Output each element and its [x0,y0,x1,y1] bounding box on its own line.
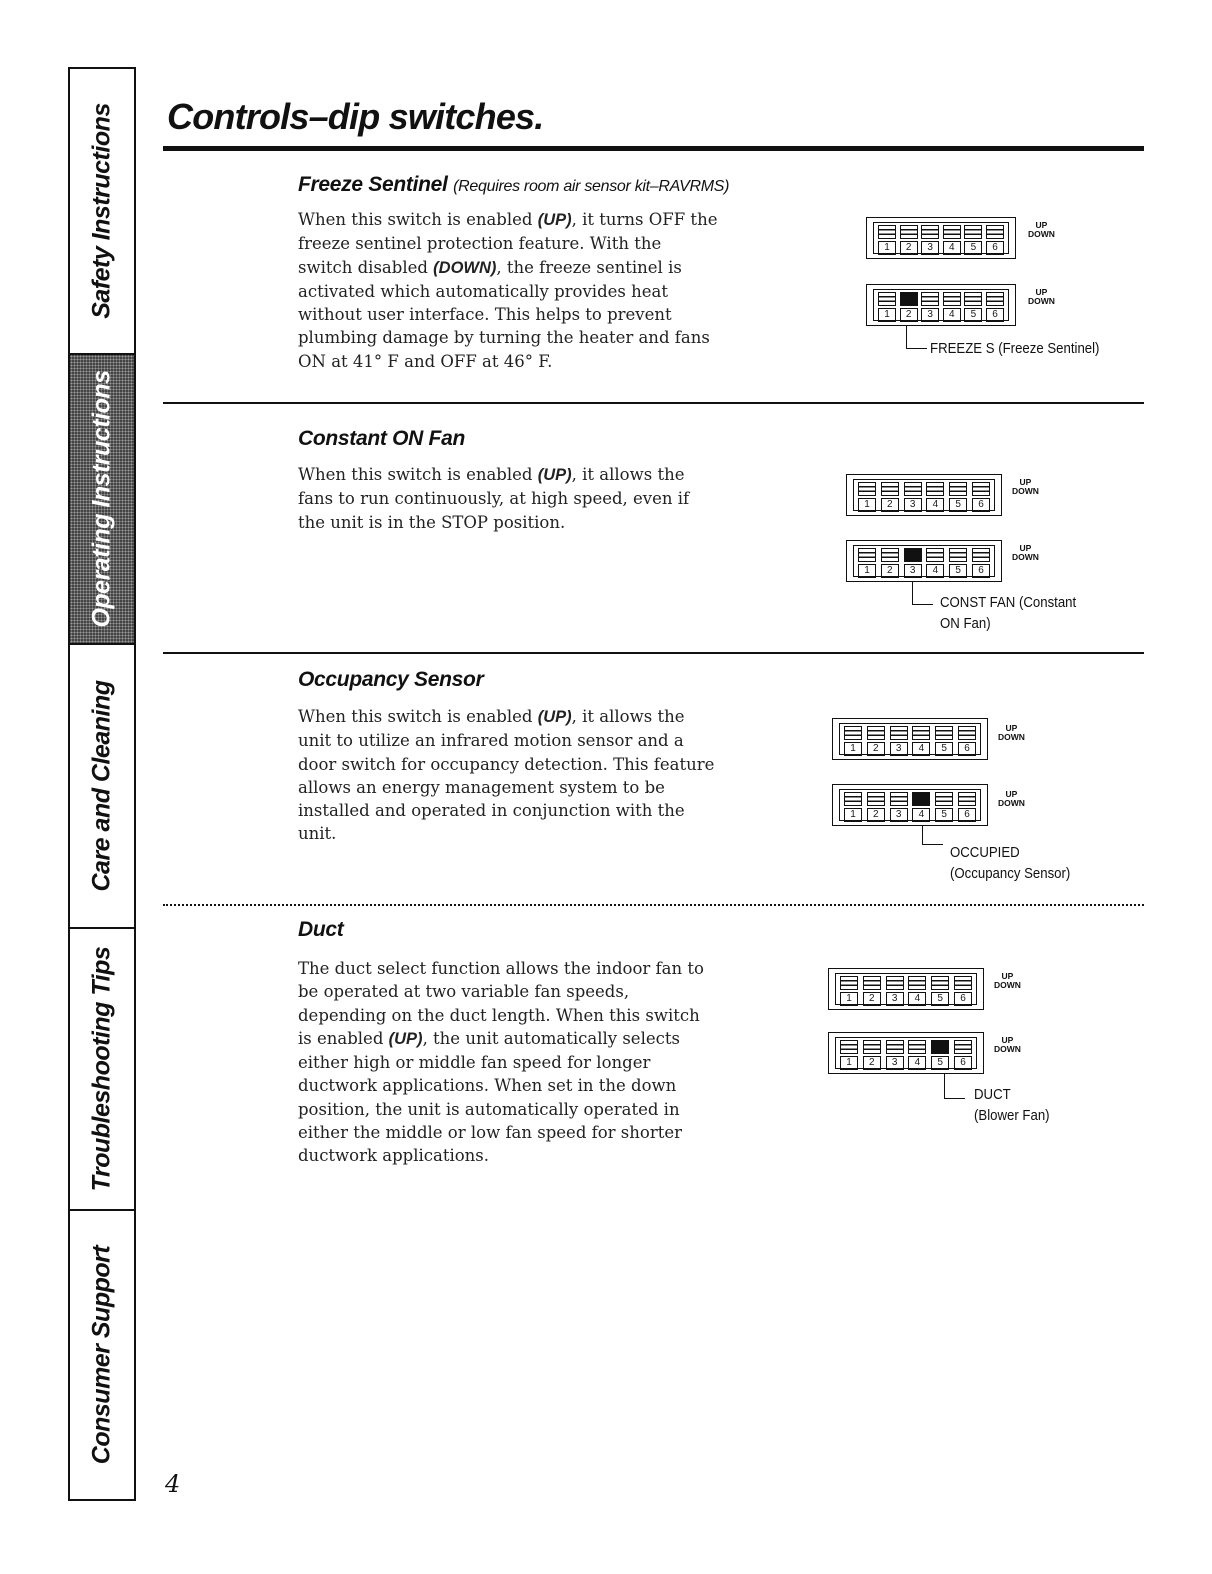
section-tabs [68,67,136,1501]
switch-6 [958,726,976,754]
switch-lever [921,225,939,239]
switch-number: 5 [949,564,967,578]
switch-number: 3 [890,808,908,822]
switch-6 [986,292,1004,320]
page-number: 4 [165,1470,181,1498]
switch-lever [908,1040,926,1054]
switch-number: 1 [844,742,862,756]
dip-switch-enabled [846,540,1002,582]
switch-4 [912,792,930,820]
switch-number: 6 [986,308,1004,322]
switch-5 [949,548,967,576]
switch-2 [863,976,881,1004]
switch-number: 3 [921,241,939,255]
up-down-indicator: UP DOWN [1012,477,1039,496]
section-body-duct: The duct select function allows the indoor fan to be operated at two variable fan speeds, depending on the duct length. When this switch is enabled (UP), the unit automatically selects either high or middle fan speed for longer ductwork applications. When set in the down position, the unit is automatically operated in either the middle or low fan speed for shorter ductwork applications. [298,959,704,1166]
switch-number: 6 [986,241,1004,255]
switch-number: 2 [900,308,918,322]
switch-leader-line [912,582,933,605]
title-divider [163,146,1144,151]
switch-lever [931,976,949,990]
switch-2 [863,1040,881,1068]
switch-1 [840,976,858,1004]
switch-number: 3 [904,564,922,578]
switch-caption: CONST FAN (Constant ON Fan) [940,594,1077,632]
switch-1 [878,225,896,253]
switch-number: 5 [931,1056,949,1070]
switch-lever [878,225,896,239]
switch-number: 6 [954,992,972,1006]
switch-lever [867,792,885,806]
switch-number: 2 [863,1056,881,1070]
switch-number: 3 [904,498,922,512]
switch-lever [886,976,904,990]
dip-switch-bank [839,789,981,821]
switch-number: 2 [863,992,881,1006]
switch-lever [890,792,908,806]
switch-lever [867,726,885,740]
switch-4 [926,548,944,576]
switch-leader-line [906,326,927,349]
switch-number: 1 [858,498,876,512]
dip-switch-default [828,968,984,1010]
up-down-indicator: UP DOWN [994,1035,1021,1054]
switch-5 [935,792,953,820]
dip-switch-enabled [828,1032,984,1074]
switch-lever [943,292,961,306]
tab-label: Operating Instructions [87,370,116,628]
switch-lever [949,548,967,562]
switch-lever [840,976,858,990]
switch-5 [931,976,949,1004]
switch-lever [958,726,976,740]
switch-number: 5 [931,992,949,1006]
switch-lever [863,1040,881,1054]
dip-switch-bank [873,289,1009,321]
switch-number: 2 [867,742,885,756]
switch-number: 1 [858,564,876,578]
switch-number: 5 [964,308,982,322]
switch-lever [844,792,862,806]
section-body-freeze-sentinel: When this switch is enabled (UP), it turns OFF the freeze sentinel protection feature. With the switch disabled (DOWN), the freeze sentinel is activated which automatically provides heat without user interface. This helps to prevent plumbing damage by turning the heater and fans ON at 41° F and OFF at 46° F. [298,210,718,371]
switch-2 [881,482,899,510]
switch-number: 4 [908,1056,926,1070]
section-note: (Requires room air sensor kit–RAVRMS) [453,178,730,195]
switch-lever [986,292,1004,306]
section-title-occupancy-sensor: Occupancy Sensor [298,668,484,691]
switch-lever [964,292,982,306]
switch-leader-line [944,1074,965,1099]
switch-number: 5 [935,742,953,756]
switch-number: 3 [886,1056,904,1070]
switch-6 [972,548,990,576]
switch-number: 6 [958,742,976,756]
switch-lever [935,792,953,806]
switch-caption: DUCT (Blower Fan) [974,1086,1050,1124]
switch-number: 3 [886,992,904,1006]
switch-number: 5 [964,241,982,255]
tab-safety-instructions[interactable] [70,69,134,355]
switch-lever [912,792,930,806]
section-title-constant-on-fan: Constant ON Fan [298,427,465,450]
dip-switch-bank [839,723,981,755]
switch-lever [858,548,876,562]
switch-3 [890,792,908,820]
switch-number: 1 [844,808,862,822]
switch-lever [900,225,918,239]
switch-5 [964,225,982,253]
switch-lever [972,548,990,562]
switch-caption: OCCUPIED (Occupancy Sensor) [950,844,1071,882]
up-down-indicator: UP DOWN [1028,287,1055,306]
switch-number: 4 [912,742,930,756]
switch-number: 4 [926,498,944,512]
tab-label: Care and Cleaning [87,680,116,892]
switch-4 [908,976,926,1004]
switch-lever [844,726,862,740]
section-divider [163,904,1144,906]
switch-1 [878,292,896,320]
switch-lever [986,225,1004,239]
switch-lever [858,482,876,496]
switch-lever [840,1040,858,1054]
switch-5 [949,482,967,510]
switch-number: 6 [972,498,990,512]
switch-1 [844,792,862,820]
switch-lever [949,482,967,496]
switch-6 [986,225,1004,253]
switch-number: 4 [943,308,961,322]
dip-switch-bank [835,1037,977,1069]
section-body-occupancy-sensor: When this switch is enabled (UP), it allows the unit to utilize an infrared motion sensor and a door switch for occupancy detection. This feature allows an energy management system to be installed and operated in conjunction with the unit. [298,707,715,844]
switch-1 [858,548,876,576]
dip-switch-default [832,718,988,760]
switch-number: 4 [912,808,930,822]
up-down-indicator: UP DOWN [1012,543,1039,562]
section-title-duct: Duct [298,918,344,941]
switch-lever [964,225,982,239]
switch-number: 3 [921,308,939,322]
switch-lever [900,292,918,306]
section-title-freeze-sentinel: Freeze Sentinel (Requires room air sensor kit–RAVRMS) [298,173,730,196]
up-down-indicator: UP DOWN [1028,220,1055,239]
switch-1 [858,482,876,510]
switch-number: 1 [840,992,858,1006]
switch-lever [881,548,899,562]
switch-5 [935,726,953,754]
dip-switch-bank [853,479,995,511]
section-divider [163,652,1144,654]
switch-lever [935,726,953,740]
switch-2 [867,792,885,820]
switch-lever [908,976,926,990]
switch-number: 1 [878,308,896,322]
switch-lever [904,482,922,496]
switch-number: 3 [890,742,908,756]
switch-6 [954,976,972,1004]
dip-switch-bank [873,222,1009,254]
switch-4 [943,292,961,320]
switch-4 [908,1040,926,1068]
switch-lever [886,1040,904,1054]
switch-number: 1 [840,1056,858,1070]
switch-number: 6 [972,564,990,578]
switch-4 [943,225,961,253]
section-divider [163,402,1144,404]
switch-3 [921,225,939,253]
dip-switch-default [866,217,1016,259]
switch-number: 4 [926,564,944,578]
switch-number: 2 [881,564,899,578]
up-down-indicator: UP DOWN [994,971,1021,990]
switch-lever [931,1040,949,1054]
tab-troubleshooting-tips[interactable] [70,929,134,1211]
switch-number: 6 [958,808,976,822]
switch-number: 2 [881,498,899,512]
switch-3 [890,726,908,754]
switch-lever [904,548,922,562]
tab-label: Troubleshooting Tips [87,946,116,1192]
tab-consumer-support[interactable] [70,1211,134,1499]
tab-operating-instructions[interactable] [70,355,134,645]
switch-lever [921,292,939,306]
switch-6 [954,1040,972,1068]
switch-number: 5 [935,808,953,822]
switch-lever [943,225,961,239]
dip-switch-enabled [832,784,988,826]
switch-1 [844,726,862,754]
switch-number: 2 [900,241,918,255]
up-down-indicator: UP DOWN [998,789,1025,808]
switch-lever [954,1040,972,1054]
switch-leader-line [922,826,943,845]
switch-5 [931,1040,949,1068]
switch-lever [926,548,944,562]
page-title: Controls–dip switches. [167,96,544,137]
dip-switch-bank [853,545,995,577]
switch-lever [878,292,896,306]
switch-lever [972,482,990,496]
switch-caption: FREEZE S (Freeze Sentinel) [930,340,1100,357]
switch-lever [881,482,899,496]
switch-number: 2 [867,808,885,822]
switch-lever [912,726,930,740]
tab-label: Consumer Support [87,1245,116,1465]
switch-3 [921,292,939,320]
up-down-indicator: UP DOWN [998,723,1025,742]
switch-1 [840,1040,858,1068]
switch-number: 6 [954,1056,972,1070]
switch-number: 4 [908,992,926,1006]
tab-care-and-cleaning[interactable] [70,645,134,929]
switch-3 [886,976,904,1004]
switch-2 [881,548,899,576]
switch-2 [900,292,918,320]
switch-number: 5 [949,498,967,512]
switch-3 [886,1040,904,1068]
dip-switch-bank [835,973,977,1005]
switch-3 [904,482,922,510]
switch-lever [863,976,881,990]
switch-6 [972,482,990,510]
section-body-constant-on-fan: When this switch is enabled (UP), it allows the fans to run continuously, at high speed, even if the unit is in the STOP position. [298,465,690,532]
switch-lever [890,726,908,740]
switch-4 [912,726,930,754]
switch-4 [926,482,944,510]
switch-6 [958,792,976,820]
switch-5 [964,292,982,320]
switch-lever [954,976,972,990]
switch-lever [926,482,944,496]
dip-switch-default [846,474,1002,516]
switch-number: 4 [943,241,961,255]
dip-switch-enabled [866,284,1016,326]
switch-2 [867,726,885,754]
switch-2 [900,225,918,253]
switch-3 [904,548,922,576]
tab-label: Safety Instructions [87,103,116,319]
switch-lever [958,792,976,806]
switch-number: 1 [878,241,896,255]
